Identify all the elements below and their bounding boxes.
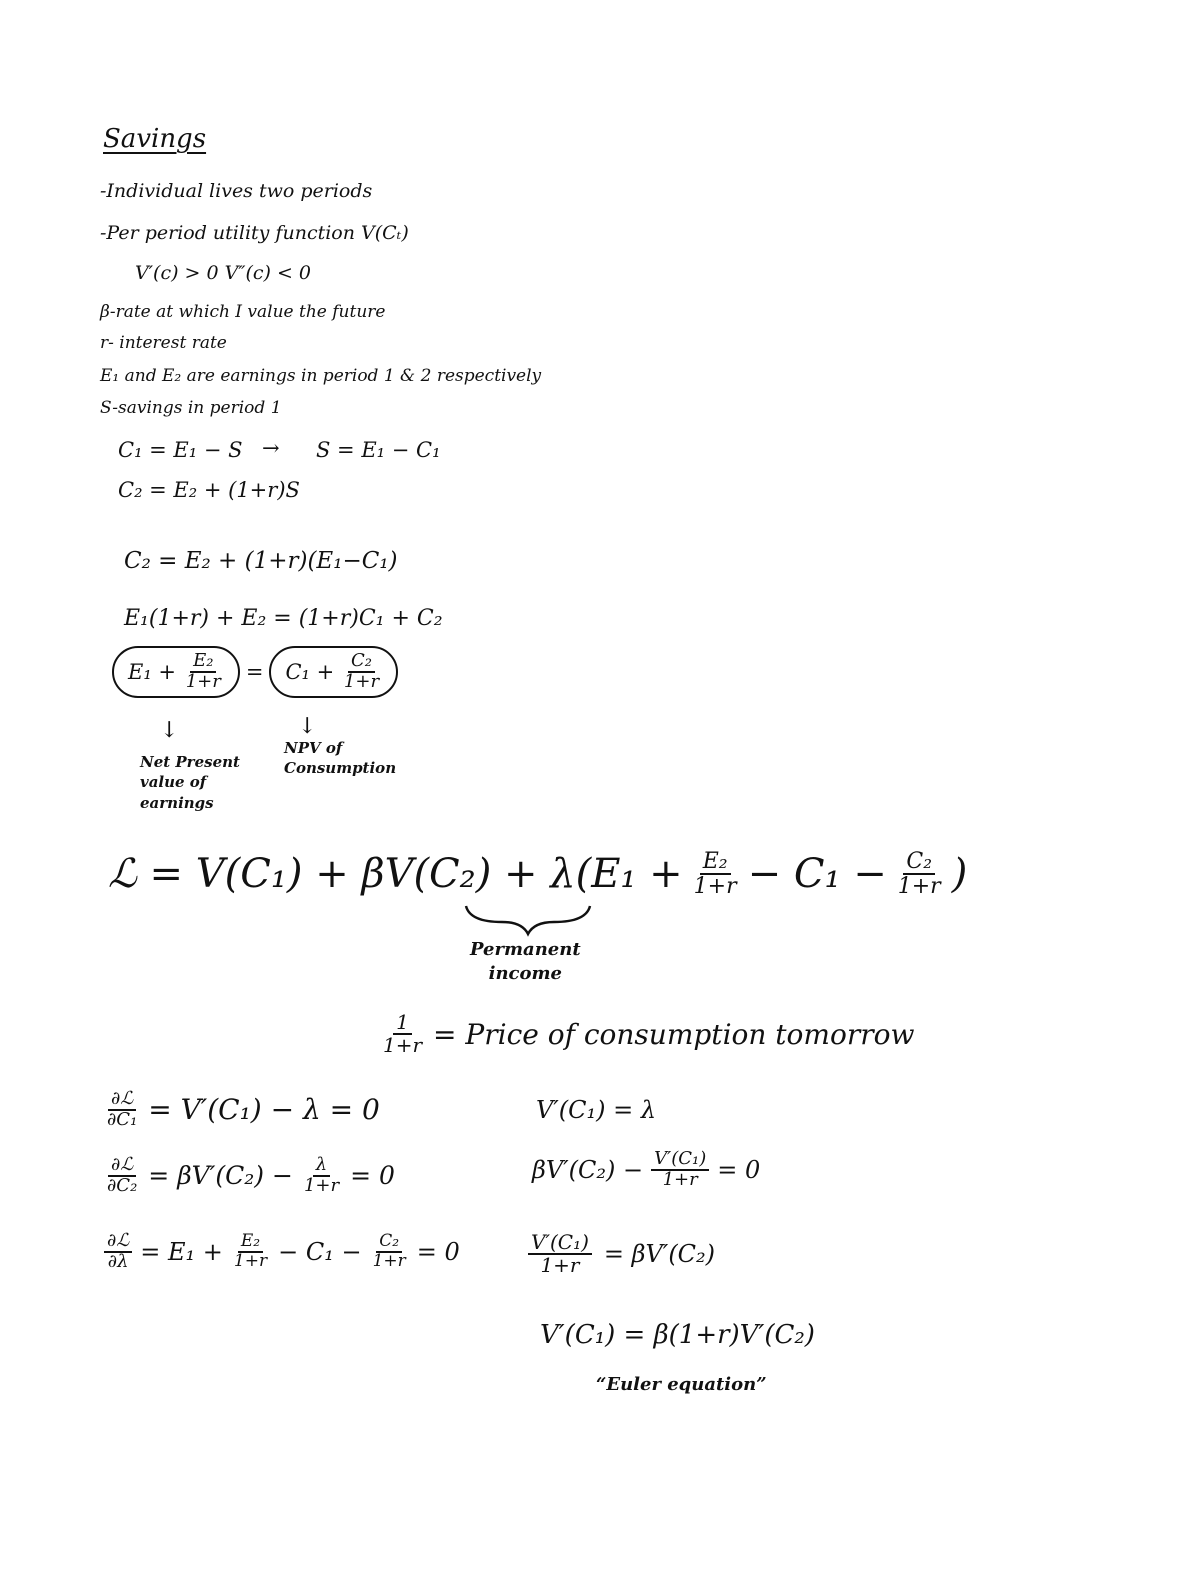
foc-c2-numerator: ∂ℒ bbox=[108, 1156, 136, 1177]
budget-c1: C₁ = E₁ − S bbox=[118, 438, 243, 462]
annotation-line: Net Present bbox=[140, 753, 240, 771]
price-numerator: 1 bbox=[393, 1012, 412, 1035]
foc-c2-lambda-denominator: 1+r bbox=[303, 1174, 340, 1196]
solution-step-2-a: βV′(C₂) − bbox=[532, 1155, 644, 1184]
lagrangian-mid: − C₁ − bbox=[747, 851, 887, 898]
foc-c1 bbox=[104, 1090, 380, 1130]
budget-combined: E₁(1+r) + E₂ = (1+r)C₁ + C₂ bbox=[124, 606, 443, 631]
lagrangian-c2-fraction bbox=[895, 850, 944, 898]
foc-c1-denominator: ∂C₁ bbox=[107, 1108, 138, 1130]
foc-c2-rhs-b: = 0 bbox=[350, 1161, 395, 1191]
foc-lambda-c2-denominator: 1+r bbox=[372, 1250, 406, 1271]
earnings-pv-numerator: E₂ bbox=[190, 652, 216, 673]
annotation-line: earnings bbox=[140, 793, 214, 812]
present-value-equation bbox=[112, 646, 398, 698]
foc-c2 bbox=[104, 1156, 395, 1196]
solution-step-2-b: = 0 bbox=[717, 1155, 761, 1184]
assumption-earnings: E₁ and E₂ are earnings in period 1 & 2 respectively bbox=[100, 366, 542, 386]
consumption-pv-circle bbox=[269, 646, 398, 698]
foc-c1-derivative bbox=[104, 1090, 140, 1130]
budget-c2: C₂ = E₂ + (1+r)S bbox=[118, 478, 300, 502]
down-arrow-icon: ↓ bbox=[298, 714, 317, 739]
foc-lambda-c2-numerator: C₂ bbox=[376, 1233, 402, 1253]
lagrangian-c2-denominator: 1+r bbox=[897, 874, 941, 900]
solution-step-1: V′(C₁) = λ bbox=[536, 1096, 657, 1124]
earnings-pv-annotation bbox=[140, 752, 240, 813]
assumption-utility-derivatives: V′(c) > 0 V″(c) < 0 bbox=[135, 262, 312, 284]
price-denominator: 1+r bbox=[383, 1033, 423, 1057]
foc-lambda-denominator: ∂λ bbox=[107, 1250, 129, 1272]
annotation-line: Consumption bbox=[284, 759, 397, 778]
consumption-pv-annotation bbox=[284, 738, 396, 779]
pv-equals: = bbox=[245, 659, 264, 684]
foc-lambda-e2-denominator: 1+r bbox=[233, 1250, 268, 1271]
down-arrow-icon: ↓ bbox=[160, 718, 179, 743]
assumption-utility-function: -Per period utility function V(Cₜ) bbox=[100, 222, 409, 244]
foc-lambda-e2-fraction bbox=[231, 1233, 270, 1271]
foc-lambda-derivative bbox=[104, 1232, 132, 1272]
foc-c2-lambda-numerator: λ bbox=[313, 1156, 330, 1177]
foc-c2-denominator: ∂C₂ bbox=[107, 1174, 138, 1196]
assumption-interest-rate: r- interest rate bbox=[100, 333, 227, 353]
solution-step-3 bbox=[528, 1232, 715, 1276]
budget-arrow: → bbox=[262, 436, 280, 460]
foc-lambda-rhs-a: = E₁ + bbox=[140, 1237, 223, 1266]
budget-savings: S = E₁ − C₁ bbox=[316, 438, 441, 462]
solution-step-3-numerator: V′(C₁) bbox=[528, 1232, 592, 1255]
assumption-two-periods: -Individual lives two periods bbox=[100, 180, 373, 202]
solution-step-3-denominator: 1+r bbox=[540, 1253, 580, 1277]
earnings-pv-term: E₁ + bbox=[128, 659, 177, 684]
foc-lambda bbox=[104, 1232, 460, 1272]
lagrangian-close: ) bbox=[951, 851, 968, 898]
solution-step-3-b: = βV′(C₂) bbox=[603, 1240, 716, 1268]
price-equation bbox=[380, 1012, 914, 1056]
solution-step-2-denominator: 1+r bbox=[662, 1168, 698, 1190]
foc-lambda-rhs-b: − C₁ − bbox=[278, 1237, 362, 1266]
solution-step-2-fraction bbox=[651, 1150, 709, 1190]
budget-c2-substituted: C₂ = E₂ + (1+r)(E₁−C₁) bbox=[124, 548, 398, 574]
earnings-pv-denominator: 1+r bbox=[185, 670, 221, 692]
lagrangian-e2-fraction bbox=[691, 850, 740, 898]
annotation-line: NPV of bbox=[284, 739, 343, 757]
lagrangian-e2-denominator: 1+r bbox=[693, 874, 737, 900]
permanent-income-brace bbox=[462, 902, 594, 938]
foc-lambda-c2-fraction bbox=[370, 1233, 409, 1271]
foc-c2-rhs-a: = βV′(C₂) − bbox=[148, 1161, 293, 1191]
foc-lambda-numerator: ∂ℒ bbox=[104, 1232, 132, 1253]
consumption-pv-fraction bbox=[341, 652, 382, 692]
page-title: Savings bbox=[103, 124, 207, 154]
price-fraction bbox=[380, 1012, 425, 1056]
consumption-pv-term: C₁ + bbox=[285, 659, 335, 684]
permanent-income-label bbox=[470, 938, 581, 987]
euler-equation: V′(C₁) = β(1+r)V′(C₂) bbox=[540, 1320, 815, 1350]
lagrangian-e2-numerator: E₂ bbox=[700, 850, 731, 875]
foc-lambda-e2-numerator: E₂ bbox=[238, 1233, 263, 1253]
consumption-pv-numerator: C₂ bbox=[348, 652, 375, 673]
annotation-line: income bbox=[488, 963, 563, 985]
foc-c2-lambda-fraction bbox=[301, 1156, 342, 1196]
annotation-line: value of bbox=[140, 773, 207, 792]
foc-c1-rhs: = V′(C₁) − λ = 0 bbox=[148, 1093, 380, 1127]
solution-step-3-fraction bbox=[528, 1232, 592, 1276]
solution-step-2-numerator: V′(C₁) bbox=[651, 1150, 709, 1171]
consumption-pv-denominator: 1+r bbox=[343, 670, 380, 692]
lagrangian-lhs: ℒ = V(C₁) + βV(C₂) + λ(E₁ + bbox=[108, 851, 683, 898]
foc-c2-derivative bbox=[104, 1156, 140, 1196]
solution-step-2 bbox=[532, 1150, 760, 1190]
lagrangian-equation bbox=[108, 850, 967, 898]
euler-equation-label: “Euler equation” bbox=[596, 1374, 767, 1395]
annotation-line: Permanent bbox=[470, 939, 581, 960]
foc-c1-numerator: ∂ℒ bbox=[108, 1090, 136, 1111]
earnings-pv-fraction bbox=[183, 652, 224, 692]
assumption-beta: β-rate at which I value the future bbox=[100, 302, 386, 322]
foc-lambda-rhs-c: = 0 bbox=[416, 1237, 460, 1266]
assumption-savings: S-savings in period 1 bbox=[100, 398, 282, 418]
earnings-pv-circle bbox=[112, 646, 240, 698]
price-text: = Price of consumption tomorrow bbox=[433, 1017, 915, 1051]
lagrangian-c2-numerator: C₂ bbox=[903, 850, 935, 875]
